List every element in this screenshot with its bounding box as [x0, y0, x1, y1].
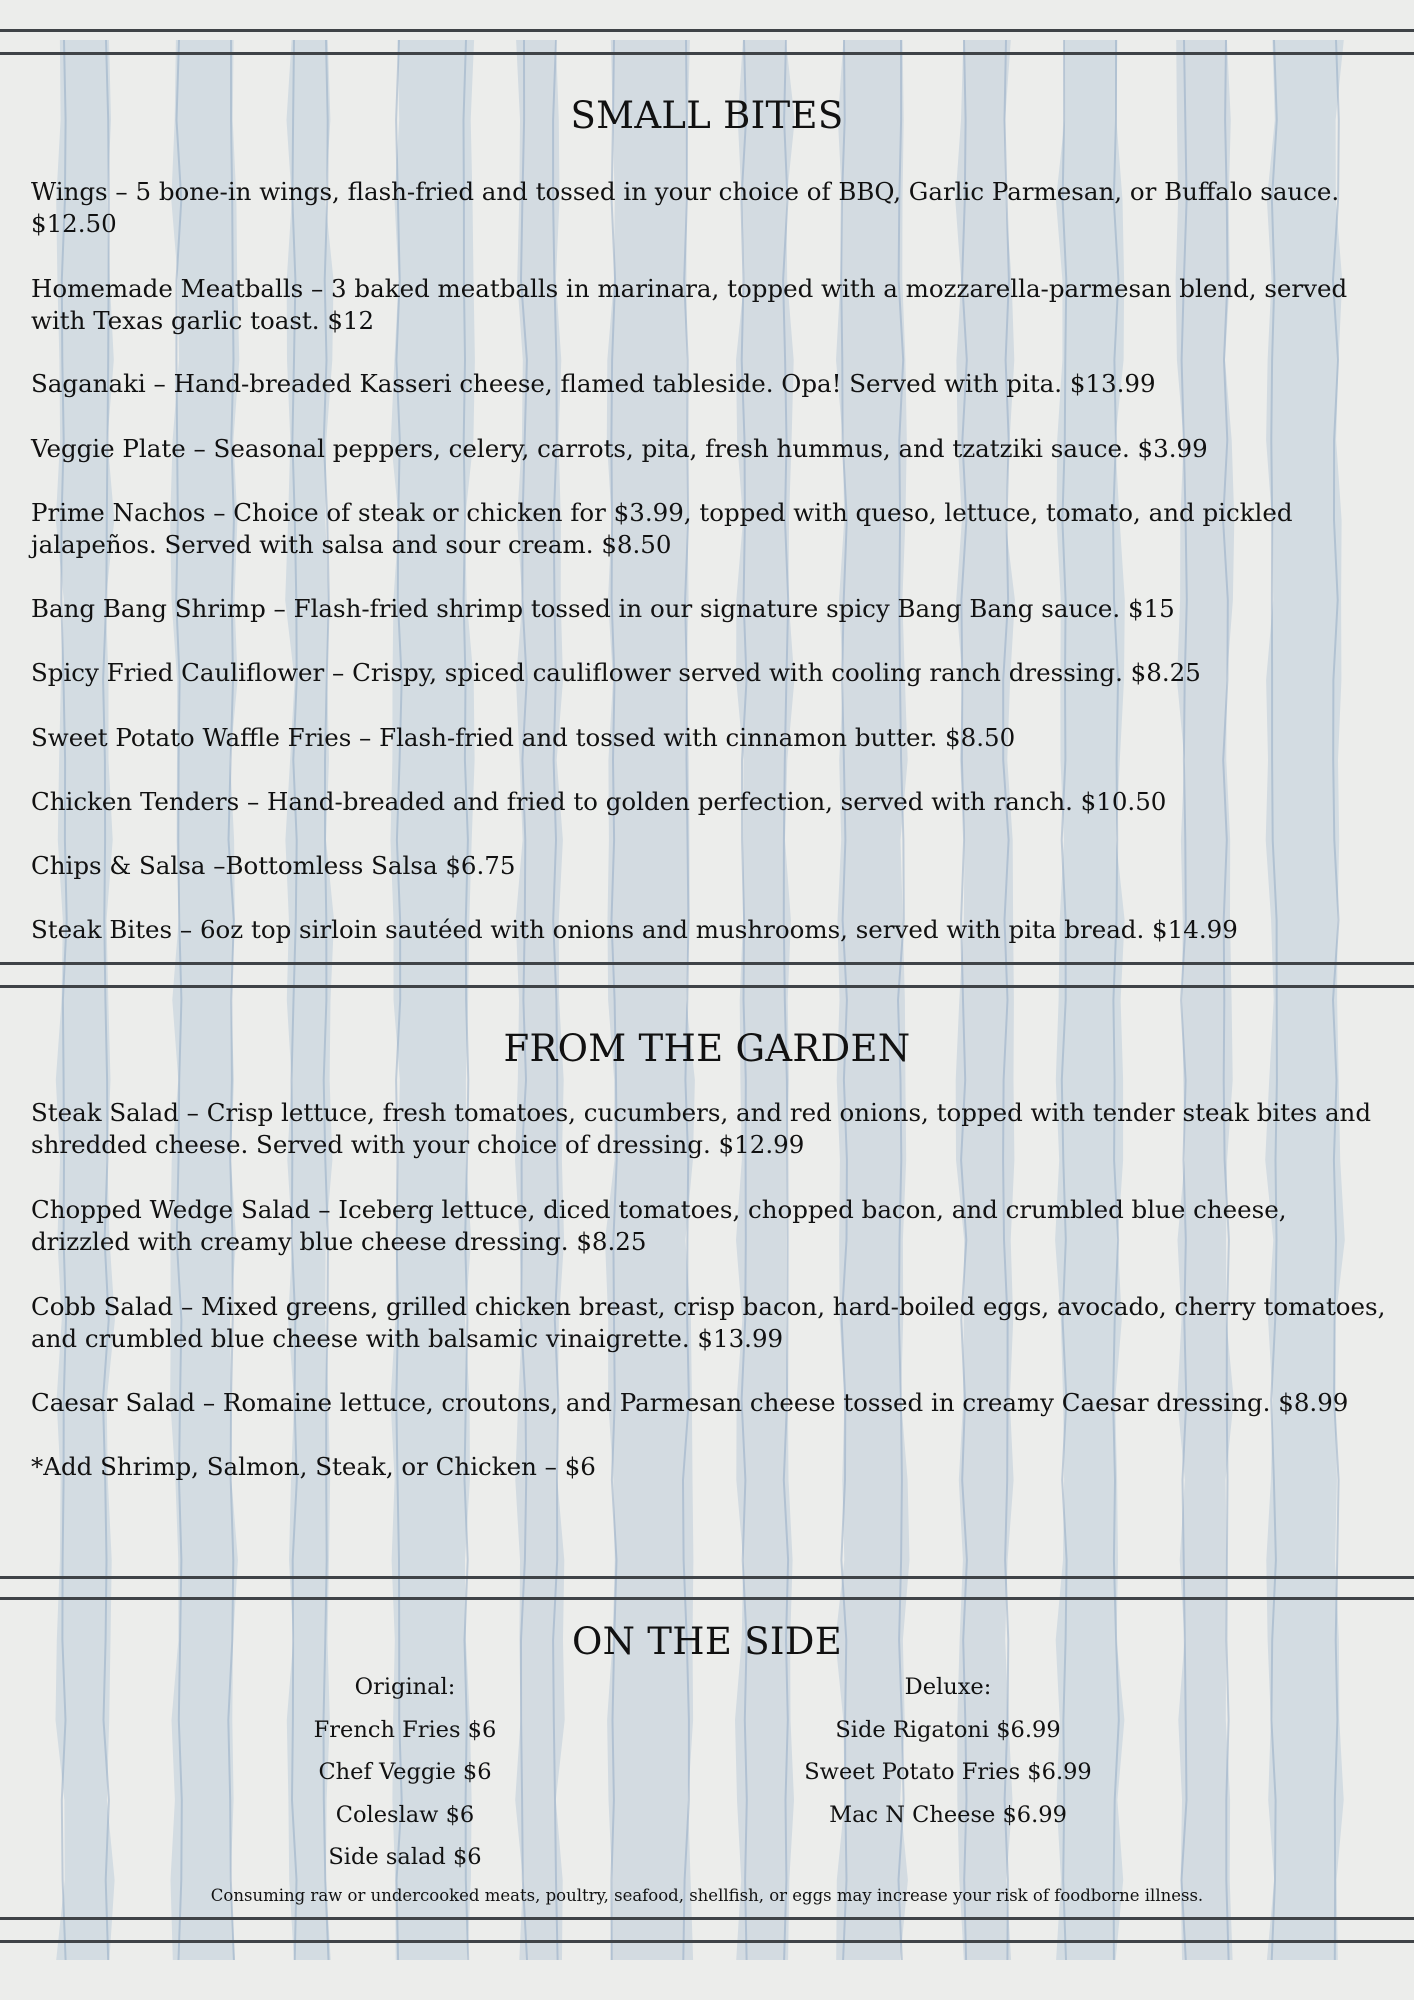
sides-deluxe-heading: Deluxe: — [904, 1674, 992, 1700]
menu-item-meatballs: Homemade Meatballs – 3 baked meatballs in marinara, topped with a mozzarella-parmesan blend, served with Texas garlic toast. $12 — [31, 274, 1348, 335]
side-item-rigatoni: Side Rigatoni $6.99 — [835, 1717, 1061, 1743]
menu-item-wings: Wings – 5 bone-in wings, flash-fried and tossed in your choice of BBQ, Garlic Parmesan, or Buffalo sauce. $12.50 — [31, 177, 1340, 238]
side-item-chef-veggie: Chef Veggie $6 — [318, 1759, 492, 1785]
menu-item-chips-salsa: Chips & Salsa –Bottomless Salsa $6.75 — [31, 851, 516, 880]
menu-item-prime-nachos: Prime Nachos – Choice of steak or chicken for $3.99, topped with queso, lettuce, tomato, and pickled jalapeños. Served with salsa and sour cream. $8.50 — [31, 498, 1293, 559]
top-rule-outer — [0, 29, 1414, 32]
bottom-rule-outer — [0, 1940, 1414, 1943]
menu-item-steak-salad: Steak Salad – Crisp lettuce, fresh tomatoes, cucumbers, and red onions, topped with tender steak bites and shredded cheese. Served with your choice of dressing. $12.99 — [31, 1098, 1372, 1159]
sides-original-heading: Original: — [354, 1674, 456, 1700]
side-item-coleslaw: Coleslaw $6 — [335, 1802, 475, 1828]
bottom-rule-inner — [0, 1917, 1414, 1920]
divider-rule-2a — [0, 1576, 1414, 1579]
divider-rule-2b — [0, 1597, 1414, 1600]
divider-rule-1b — [0, 985, 1414, 988]
menu-item-add-protein: *Add Shrimp, Salmon, Steak, or Chicken – $6 — [31, 1452, 596, 1481]
side-item-side-salad: Side salad $6 — [328, 1844, 482, 1870]
sides-original-column — [255, 1672, 555, 1882]
side-item-french-fries: French Fries $6 — [313, 1717, 497, 1743]
from-the-garden-title: FROM THE GARDEN — [503, 1027, 911, 1070]
menu-item-caesar-salad: Caesar Salad – Romaine lettuce, croutons, and Parmesan cheese tossed in creamy Caesar dressing. $8.99 — [31, 1388, 1349, 1417]
menu-item-veggie-plate: Veggie Plate – Seasonal peppers, celery, carrots, pita, fresh hummus, and tzatziki sauce. $3.99 — [31, 434, 1208, 463]
menu-item-chicken-tenders: Chicken Tenders – Hand-breaded and fried to golden perfection, served with ranch. $10.50 — [31, 787, 1167, 816]
divider-rule-1a — [0, 962, 1414, 965]
menu-item-steak-bites: Steak Bites – 6oz top sirloin sautéed with onions and mushrooms, served with pita bread. $14.99 — [31, 915, 1238, 944]
top-rule-inner — [0, 52, 1414, 55]
menu-item-saganaki: Saganaki – Hand-breaded Kasseri cheese, flamed tableside. Opa! Served with pita. $13.99 — [31, 369, 1156, 398]
menu-item-waffle-fries: Sweet Potato Waffle Fries – Flash-fried and tossed with cinnamon butter. $8.50 — [31, 723, 1016, 752]
on-the-side-title: ON THE SIDE — [571, 1620, 843, 1663]
small-bites-title: SMALL BITES — [570, 94, 844, 137]
food-safety-disclaimer: Consuming raw or undercooked meats, poultry, seafood, shellfish, or eggs may increase your risk of foodborne illness. — [210, 1886, 1204, 1905]
side-item-sweet-potato-fries: Sweet Potato Fries $6.99 — [804, 1759, 1092, 1785]
menu-item-spicy-cauliflower: Spicy Fried Cauliflower – Crispy, spiced cauliflower served with cooling ranch dressing. $8.25 — [31, 658, 1201, 687]
menu-item-wedge-salad: Chopped Wedge Salad – Iceberg lettuce, diced tomatoes, chopped bacon, and crumbled blue cheese, drizzled with creamy blue cheese dressing. $8.25 — [31, 1195, 1287, 1256]
menu-item-cobb-salad: Cobb Salad – Mixed greens, grilled chicken breast, crisp bacon, hard-boiled eggs, avocado, cherry tomatoes, and crumbled blue cheese with balsamic vinaigrette. $13.99 — [31, 1292, 1386, 1353]
menu-item-bang-bang-shrimp: Bang Bang Shrimp – Flash-fried shrimp tossed in our signature spicy Bang Bang sauce. $15 — [31, 594, 1175, 623]
side-item-mac-n-cheese: Mac N Cheese $6.99 — [829, 1802, 1067, 1828]
sides-deluxe-column — [770, 1672, 1126, 1882]
